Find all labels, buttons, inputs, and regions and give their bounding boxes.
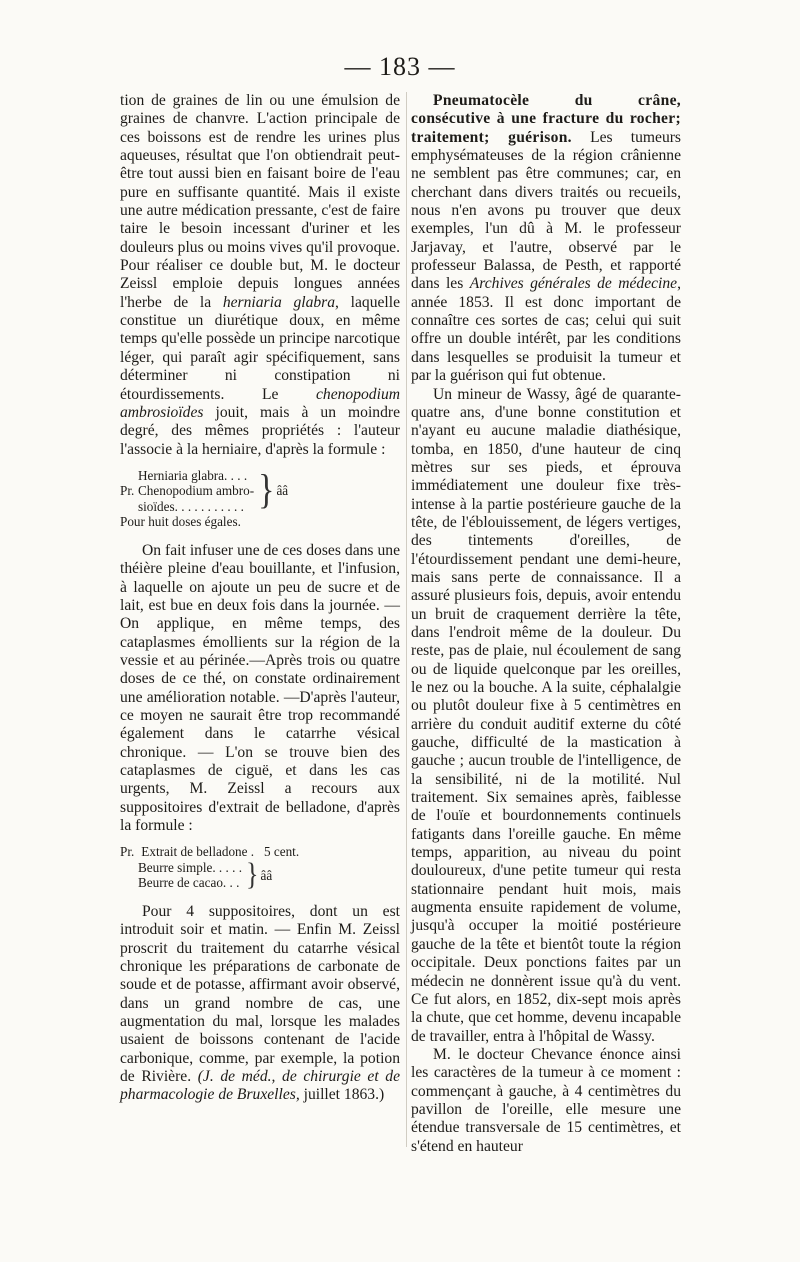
formula-2-row — [120, 857, 400, 893]
left-p3-text: Pour 4 suppositoires, dont un est introduit soir et matin. — Enfin M. Zeissl proscrit du traitement du catarrhe vésical chronique les préparations de carbonate de soude et de potasse, affirmant avoir observé, dans un grand nombre de cas, une augmentation du mal, lorsque les malades usaient de boissons contenant de l'acide carbonique, comme, par exemple, la potion de Rivière. — [120, 902, 400, 1085]
left-paragraph-2: On fait infuser une de ces doses dans une théière pleine d'eau bouillante, et l'infusion, à laquelle on ajoute un peu de sucre et de lait, est bue en deux fois dans la journée. — On applique, en même temps, des cataplasmes émollients sur la région de la vessie et au périnée.—Après trois ou quatre doses de ce thé, on constate ordinairement une amélioration notable. —D'après l'auteur, ce moyen ne saurait être trop recommandé également dans le catarrhe vésical chronique. — L'on se trouve bien des cataplasmes de ciguë, et dans les cas urgents, M. Zeissl a recours aux suppositoires d'extrait de belladone, d'après la formule : — [120, 541, 400, 835]
formula-1-items — [138, 468, 254, 515]
right-p1-italic: Archives générales de médecine — [469, 275, 678, 293]
left-paragraph-3 — [120, 903, 400, 1105]
right-column — [411, 92, 681, 1156]
right-paragraph-3: M. le docteur Chevance énonce ainsi les caractères de la tumeur à ce moment : commençant à gauche, à 4 centimètres du pavillon de l'oreille, elle mesure une étendue transversale de 15 centimètres, et s'étend en hauteur — [411, 1045, 681, 1155]
formula-1-note: Pour huit doses égales. — [120, 514, 241, 530]
formula-2-line-3: Beurre de cacao. . . — [138, 875, 240, 891]
formula-1-line-3: sioïdes. . . . . . . . . . . — [138, 498, 244, 514]
left-p1b-text: , laquelle constitue un diurétique doux, en même temps qu'elle possède un principe narcotique léger, qui paraît agir spécifiquement, sans déterminer ni constipation ni étourdissements. Le — [120, 293, 400, 403]
right-p1b-text: , année 1853. Il est donc important de connaître ces sortes de cas; celui qui suit offre un double intérêt, par les conditions dans lesquelles se produisit la tumeur et par la guérison qui fut obtenue. — [411, 275, 682, 385]
left-p1-italic: herniaria glabra — [222, 293, 336, 311]
formula-1-label: Pr. — [120, 483, 135, 499]
left-column — [120, 92, 400, 1105]
formula-belladone — [120, 844, 400, 891]
page-number: — 183 — — [344, 52, 456, 81]
article-heading: Pneumatocèle du crâne, consécutive à une fracture du rocher; traitement; guérison. — [411, 92, 681, 146]
formula-1-row — [120, 468, 400, 515]
formula-herniaria — [120, 468, 400, 530]
left-p3-reference-date: juillet 1863.) — [303, 1086, 385, 1104]
formula-2-line-1: Extrait de belladone . — [141, 844, 255, 860]
formula-1-line-2: Chenopodium ambro- — [138, 483, 255, 499]
formula-1-qty: ââ — [276, 483, 289, 499]
formula-2-line-2: Beurre simple. . . . . — [138, 859, 243, 875]
right-paragraph-2: Un mineur de Wassy, âgé de quarante-quatre ans, d'une bonne constitution et n'ayant eu aucune maladie diathésique, tomba, en 1850, d'une hauteur de cinq mètres sur ses pieds, et éprouva immédiatement une douleur fixe très-intense à la partie postérieure gauche de la tête, de l'éblouissement, de légers vertiges, des tintements d'oreilles, de l'étourdissement pendant une demi-heure, mais sans perte de connaissance. Il a assuré plusieurs fois, depuis, avoir entendu un bruit de craquement derrière la tête, dans l'endroit même de la douleur. Du reste, pas de plaie, nul écoulement de sang ou de liquide quelconque par les oreilles, le nez ou la bouche. A la suite, céphalalgie ou plutôt douleur fixe à 5 centimètres en arrière du conduit auditif externe du côté gauche, difficulté de la mastication à gauche ; aucun trouble de l'intelligence, de la sensibilité, ni de la motilité. Nul traitement. Six semaines après, faiblesse de l'ouïe et bourdonnements continuels fatigants dans l'oreille gauche. En même temps, apparition, au niveau du point douloureux, d'une petite tumeur qui resta stationnaire pendant huit mois, mais augmenta ensuite rapidement de volume, jusqu'à occuper la moitié postérieure gauche de la tête et bientôt toute la région occipitale. Deux ponctions faites par un médecin ne donnèrent issue qu'à du vent. Ce fut alors, en 1852, dix-sept mois après la chute, que cet homme, devenu incapable de travailler, entra à l'hôpital de Wassy. — [411, 385, 681, 1045]
left-paragraph-1 — [120, 92, 400, 459]
formula-2-first-row — [120, 844, 400, 860]
left-p1-italic2: chenopodium ambrosioïdes — [120, 385, 400, 421]
formula-2-items — [138, 860, 242, 891]
formula-2-line-1-qty: 5 cent. — [263, 844, 300, 860]
formula-2-qty: ââ — [260, 867, 273, 883]
formula-1-brace: } — [258, 468, 275, 513]
right-p1-text: Les tumeurs emphysémateuses de la région crânienne ne semblent pas être communes; car, en cherchant dans divers traités ou recueils, nous n'en avons pu trouver que deux exemples, l'un dû à M. le professeur Jarjavay, et l'autre, observé par le professeur Balassa, de Pesth, et rapporté dans les — [411, 128, 682, 293]
left-p3-reference: (J. de méd., de chirurgie et de pharmacologie de Bruxelles, — [120, 1067, 400, 1104]
formula-2-label: Pr. — [120, 844, 135, 860]
column-divider — [406, 92, 407, 1147]
left-p1-text: tion de graines de lin ou une émulsion de graines de chanvre. L'action principale de ces boissons est de rendre les urines plus aqueuses, résultat que l'on obtiendrait peut-être tout aussi bien en faisant boire de l'eau pure en suffisante quantité. Mais il existe une autre médication pressante, c'est de faire taire le besoin incessant d'uriner et les douleurs plus ou moins vives qu'il provoque. Pour réaliser ce double but, M. le docteur Zeissl emploie depuis longues années l'herbe de la — [120, 92, 400, 311]
left-p1c-text: jouit, mais à un moindre degré, des mêmes propriétés : l'auteur l'associe à la herniaire, d'après la formule : — [120, 403, 400, 458]
right-paragraph-1 — [411, 92, 681, 386]
formula-2-brace: } — [246, 857, 259, 893]
formula-1-line-1: Herniaria glabra. . . . — [138, 467, 248, 483]
